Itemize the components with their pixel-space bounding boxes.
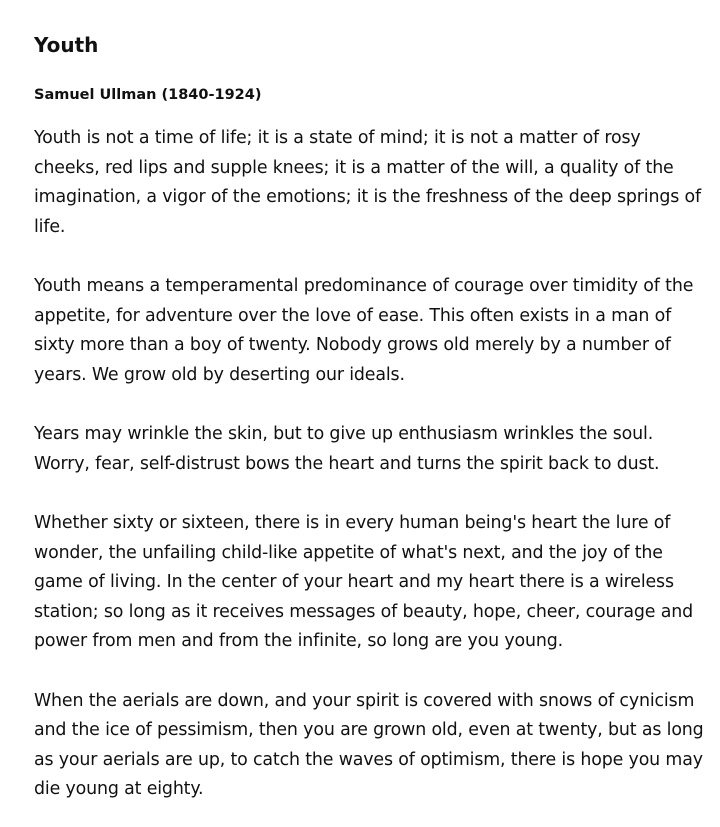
poem-paragraph-5: When the aerials are down, and your spirit is covered with snows of cynicism and the ice of pessimism, then you are grown old, even at twenty, but as long as your aerials are up, to catch the waves of optimism, there is hope you may die young at eighty.: [34, 690, 704, 799]
poem-title: Youth: [34, 33, 99, 57]
poem-paragraph-4: Whether sixty or sixteen, there is in every human being's heart the lure of wonder, the unfailing child-like appetite of what's next, and the joy of the game of living. In the center of your heart and my heart there is a wireless station; so long as it receives messages of beauty, hope, cheer, courage and power from men and from the infinite, so long are you young.: [34, 513, 693, 651]
poem-paragraph-3: Years may wrinkle the skin, but to give up enthusiasm wrinkles the soul. Worry, fear, self-distrust bows the heart and turns the spirit back to dust.: [34, 424, 660, 474]
poem-paragraph-2: Youth means a temperamental predominance of courage over timidity of the appetite, for adventure over the love of ease. This often exists in a man of sixty more than a boy of twenty. Nobody grows old merely by a number of years. We grow old by deserting our ideals.: [34, 276, 694, 385]
poem-document: [34, 30, 704, 805]
poem-author: Samuel Ullman (1840-1924): [34, 87, 262, 103]
poem-paragraph-1: Youth is not a time of life; it is a state of mind; it is not a matter of rosy cheeks, red lips and supple knees; it is a matter of the will, a quality of the imagination, a vigor of the emotions; it is the freshness of the deep springs of life.: [34, 128, 701, 237]
